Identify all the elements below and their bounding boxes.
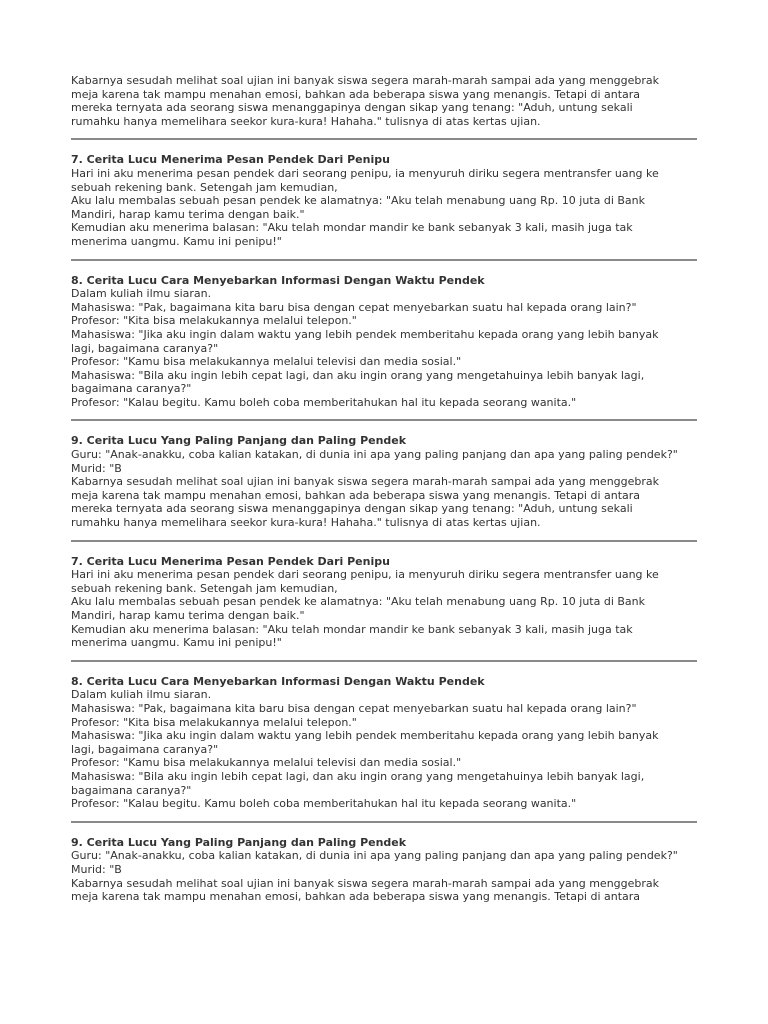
text-line: bagaimana caranya?"	[71, 382, 192, 396]
text-line: Profesor: "Kita bisa melakukannya melalui telepon."	[71, 715, 357, 729]
story-section	[71, 675, 697, 811]
section-divider	[71, 540, 697, 542]
text-line: rumahku hanya memelihara seekor kura-kura! Hahaha." tulisnya di atas kertas ujian.	[71, 516, 541, 530]
text-line: Mahasiswa: "Jika aku ingin dalam waktu yang lebih pendek memberitahu kepada orang yang lebih banyak	[71, 327, 659, 341]
text-line: Guru: "Anak-anakku, coba kalian katakan, di dunia ini apa yang paling panjang dan apa yang paling pendek?"	[71, 448, 678, 462]
text-line: Kemudian aku menerima balasan: "Aku telah mondar mandir ke bank sebanyak 3 kali, masih juga tak	[71, 622, 633, 636]
text-line: Hari ini aku menerima pesan pendek dari seorang penipu, ia menyuruh diriku segera mentransfer uang ke	[71, 568, 659, 582]
section-divider	[71, 259, 697, 261]
text-line: mereka ternyata ada seorang siswa menanggapinya dengan sikap yang tenang: "Aduh, untung sekali	[71, 101, 633, 115]
story-section	[71, 153, 697, 248]
text-line: Dalam kuliah ilmu siaran.	[71, 287, 212, 301]
text-line: bagaimana caranya?"	[71, 783, 192, 797]
section-divider	[71, 138, 697, 140]
text-line: meja karena tak mampu menahan emosi, bahkan ada beberapa siswa yang menangis. Tetapi di antara	[71, 890, 641, 904]
section-divider	[71, 821, 697, 823]
text-line: menerima uangmu. Kamu ini penipu!"	[71, 234, 282, 248]
text-line: mereka ternyata ada seorang siswa menanggapinya dengan sikap yang tenang: "Aduh, untung sekali	[71, 502, 633, 516]
story-section	[71, 555, 697, 650]
text-line: Murid: "B	[71, 862, 122, 876]
text-line: Kabarnya sesudah melihat soal ujian ini banyak siswa segera marah-marah sampai ada yang menggebrak	[71, 74, 660, 87]
text-line: Mahasiswa: "Jika aku ingin dalam waktu yang lebih pendek memberitahu kepada orang yang lebih banyak	[71, 729, 659, 743]
text-line: Kemudian aku menerima balasan: "Aku telah mondar mandir ke bank sebanyak 3 kali, masih juga tak	[71, 221, 633, 235]
text-line: Kabarnya sesudah melihat soal ujian ini banyak siswa segera marah-marah sampai ada yang menggebrak	[71, 876, 660, 890]
text-line: Profesor: "Kamu bisa melakukannya melalui televisi dan media sosial."	[71, 756, 462, 770]
text-line: sebuah rekening bank. Setengah jam kemudian,	[71, 180, 338, 194]
text-line: sebuah rekening bank. Setengah jam kemudian,	[71, 581, 338, 595]
text-line: Hari ini aku menerima pesan pendek dari seorang penipu, ia menyuruh diriku segera mentransfer uang ke	[71, 166, 659, 180]
text-line: Aku lalu membalas sebuah pesan pendek ke alamatnya: "Aku telah menabung uang Rp. 10 juta di Bank	[71, 595, 646, 609]
section-heading: 7. Cerita Lucu Menerima Pesan Pendek Dari Penipu	[71, 554, 390, 568]
text-line: meja karena tak mampu menahan emosi, bahkan ada beberapa siswa yang menangis. Tetapi di antara	[71, 87, 641, 101]
text-line: Profesor: "Kalau begitu. Kamu boleh coba memberitahukan hal itu kepada seorang wanita."	[71, 395, 577, 409]
text-line: menerima uangmu. Kamu ini penipu!"	[71, 636, 282, 650]
text-line: Mandiri, harap kamu terima dengan baik."	[71, 207, 305, 221]
text-line: meja karena tak mampu menahan emosi, bahkan ada beberapa siswa yang menangis. Tetapi di antara	[71, 488, 641, 502]
story-section	[71, 74, 697, 128]
document-page	[71, 74, 697, 904]
text-line: lagi, bagaimana caranya?"	[71, 341, 219, 355]
text-line: Mahasiswa: "Bila aku ingin lebih cepat lagi, dan aku ingin orang yang mengetahuinya lebih banyak lagi,	[71, 368, 645, 382]
text-line: Profesor: "Kita bisa melakukannya melalui telepon."	[71, 314, 357, 328]
section-heading: 8. Cerita Lucu Cara Menyebarkan Informasi Dengan Waktu Pendek	[71, 674, 485, 688]
text-line: Guru: "Anak-anakku, coba kalian katakan, di dunia ini apa yang paling panjang dan apa yang paling pendek?"	[71, 849, 678, 863]
section-heading: 8. Cerita Lucu Cara Menyebarkan Informasi Dengan Waktu Pendek	[71, 273, 485, 287]
text-line: Dalam kuliah ilmu siaran.	[71, 688, 212, 702]
story-section	[71, 434, 697, 529]
story-section	[71, 836, 697, 904]
section-heading: 9. Cerita Lucu Yang Paling Panjang dan Paling Pendek	[71, 434, 407, 448]
text-line: Mahasiswa: "Bila aku ingin lebih cepat lagi, dan aku ingin orang yang mengetahuinya lebih banyak lagi,	[71, 769, 645, 783]
text-line: Aku lalu membalas sebuah pesan pendek ke alamatnya: "Aku telah menabung uang Rp. 10 juta di Bank	[71, 194, 646, 208]
text-line: rumahku hanya memelihara seekor kura-kura! Hahaha." tulisnya di atas kertas ujian.	[71, 114, 541, 128]
text-line: Mandiri, harap kamu terima dengan baik."	[71, 609, 305, 622]
text-line: Mahasiswa: "Pak, bagaimana kita baru bisa dengan cepat menyebarkan suatu hal kepada orang lain?"	[71, 300, 637, 314]
story-section	[71, 274, 697, 410]
text-line: lagi, bagaimana caranya?"	[71, 742, 219, 756]
text-line: Mahasiswa: "Pak, bagaimana kita baru bisa dengan cepat menyebarkan suatu hal kepada orang lain?"	[71, 701, 637, 715]
section-divider	[71, 419, 697, 421]
text-line: Profesor: "Kalau begitu. Kamu boleh coba memberitahukan hal itu kepada seorang wanita."	[71, 797, 577, 811]
text-line: Profesor: "Kamu bisa melakukannya melalui televisi dan media sosial."	[71, 355, 462, 369]
section-divider	[71, 660, 697, 662]
section-heading: 7. Cerita Lucu Menerima Pesan Pendek Dari Penipu	[71, 153, 390, 167]
text-line: Murid: "B	[71, 461, 122, 475]
section-heading: 9. Cerita Lucu Yang Paling Panjang dan Paling Pendek	[71, 835, 407, 849]
text-line: Kabarnya sesudah melihat soal ujian ini banyak siswa segera marah-marah sampai ada yang menggebrak	[71, 475, 660, 489]
